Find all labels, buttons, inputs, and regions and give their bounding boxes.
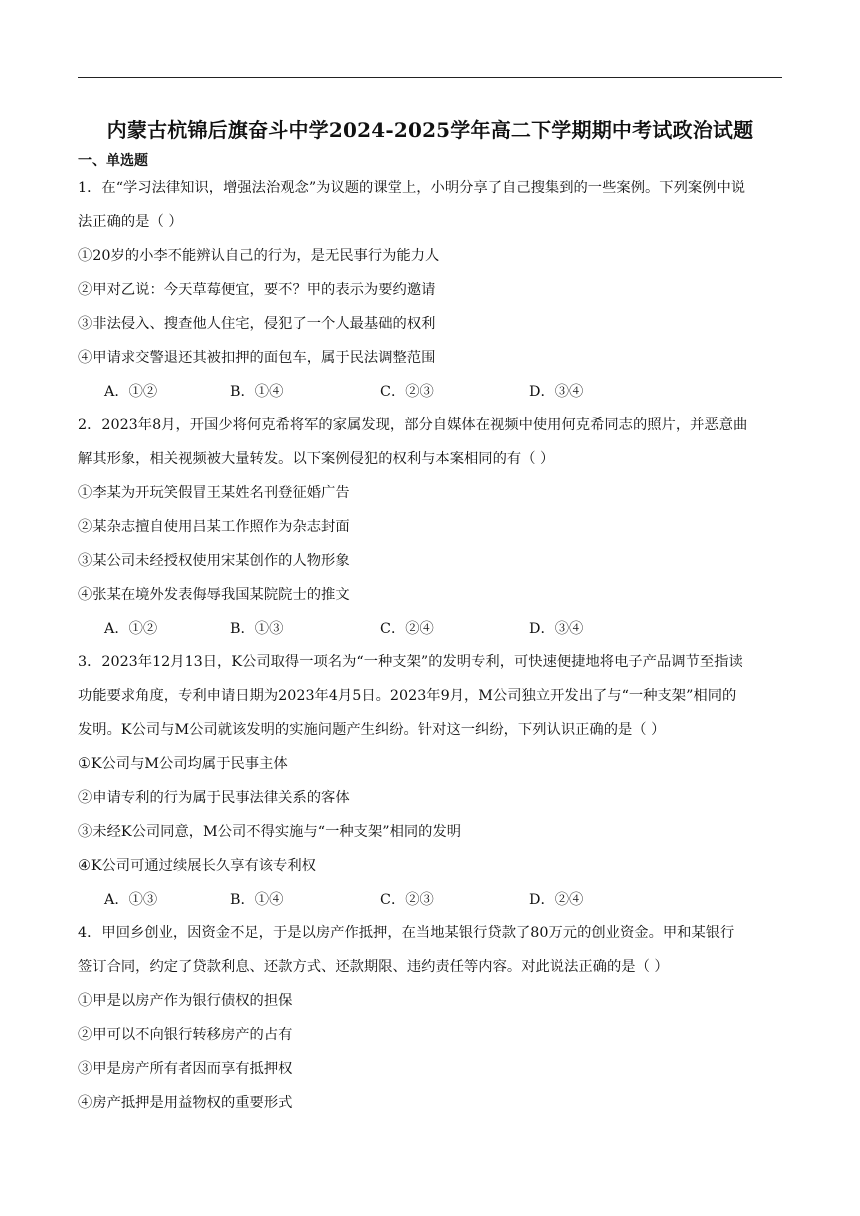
question-4-item-1: ①甲是以房产作为银行债权的担保 [78,993,293,1009]
question-2-option-b: B．①③ [230,621,284,637]
question-3-option-d: D．②④ [529,892,584,908]
question-2-option-a: A．①② [104,621,158,637]
header-rule [78,77,782,78]
question-2-stem-line-1: 2．2023年8月，开国少将何克希将军的家属发现，部分自媒体在视频中使用何克希同志的照片，并恶意曲 [78,417,748,433]
question-1-item-4: ④甲请求交警退还其被扣押的面包车，属于民法调整范围 [78,350,436,366]
question-4-stem-line-1: 4．甲回乡创业，因资金不足，于是以房产作抵押，在当地某银行贷款了80万元的创业资金。甲和某银行 [78,925,735,941]
question-2-item-2: ②某杂志擅自使用吕某工作照作为杂志封面 [78,519,350,535]
question-1-stem-line-2: 法正确的是（ ） [78,214,183,230]
question-3-stem-line-2: 功能要求角度，专利申请日期为2023年4月5日。2023年9月，M公司独立开发出了与“一种支架”相同的 [78,688,737,704]
question-3-item-4: ④K公司可通过续展长久享有该专利权 [78,858,316,874]
question-2-option-c: C．②④ [380,621,434,637]
question-4-stem-line-2: 签订合同，约定了贷款利息、还款方式、还款期限、违约责任等内容。对此说法正确的是（ ） [78,959,669,975]
question-2-option-d: D．③④ [529,621,584,637]
question-1-option-d: D．③④ [529,384,584,400]
question-2-item-1: ①李某为开玩笑假冒王某姓名刊登征婚广告 [78,485,350,501]
question-3-item-3: ③未经K公司同意，M公司不得实施与“一种支架”相同的发明 [78,824,462,840]
question-1-item-1: ①20岁的小李不能辨认自己的行为，是无民事行为能力人 [78,248,440,264]
question-1-item-2: ②甲对乙说：今天草莓便宜，要不？甲的表示为要约邀请 [78,282,436,298]
question-3-stem-line-3: 发明。K公司与M公司就该发明的实施问题产生纠纷。针对这一纠纷，下列认识正确的是（ ） [78,722,666,738]
page-title: 内蒙古杭锦后旗奋斗中学2024-2025学年高二下学期期中考试政治试题 [106,118,754,142]
question-4-item-2: ②甲可以不向银行转移房产的占有 [78,1027,293,1043]
question-2-item-3: ③某公司未经授权使用宋某创作的人物形象 [78,553,350,569]
question-1-option-a: A．①② [104,384,158,400]
question-3-item-1: ①K公司与M公司均属于民事主体 [78,756,288,772]
question-3-option-b: B．①④ [230,892,284,908]
question-1-option-c: C．②③ [380,384,434,400]
question-3-item-2: ②申请专利的行为属于民事法律关系的客体 [78,790,350,806]
question-2-stem-line-2: 解其形象，相关视频被大量转发。以下案例侵犯的权利与本案相同的有（ ） [78,451,555,467]
section-heading: 一、单选题 [78,153,148,169]
question-2-item-4: ④张某在境外发表侮辱我国某院院士的推文 [78,587,350,603]
question-3-stem-line-1: 3．2023年12月13日，K公司取得一项名为“一种支架”的发明专利，可快速便捷地将电子产品调节至指读 [78,654,743,670]
question-1-option-b: B．①④ [230,384,284,400]
question-1-item-3: ③非法侵入、搜查他人住宅，侵犯了一个人最基础的权利 [78,316,436,332]
question-3-option-c: C．②③ [380,892,434,908]
question-1-stem-line-1: 1．在“学习法律知识，增强法治观念”为议题的课堂上，小明分享了自己搜集到的一些案例。下列案例中说 [78,180,746,196]
question-4-item-3: ③甲是房产所有者因而享有抵押权 [78,1061,293,1077]
question-4-item-4: ④房产抵押是用益物权的重要形式 [78,1095,293,1111]
question-3-option-a: A．①③ [104,892,158,908]
